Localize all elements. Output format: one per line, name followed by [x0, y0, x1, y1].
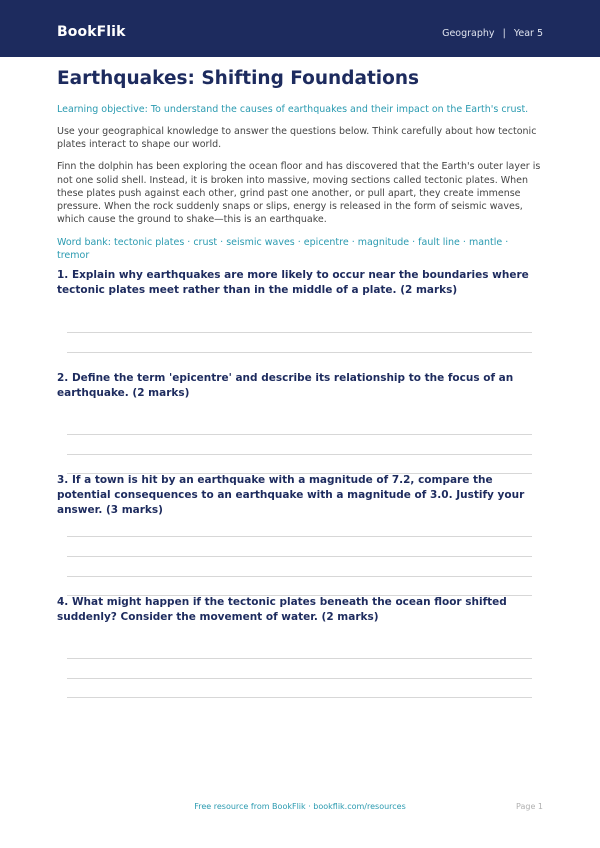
learning-objective: Learning objective: To understand the causes of earthquakes and their impact on the Earth's crust. — [57, 104, 529, 115]
answer-line[interactable] — [67, 536, 532, 537]
reading-passage: Finn the dolphin has been exploring the ocean floor and has discovered that the Earth's outer layer is not one solid shell. Instead, it is broken into massive, moving sections called tectonic plates. When these plates push against each other, grind past one another, or pull apart, they create immense pressure. When the rock suddenly snaps or slips, energy is released in the form of seismic waves, which cause the ground to shake—this is an earthquake. — [57, 161, 541, 226]
answer-line[interactable] — [67, 556, 532, 557]
question-4 — [57, 595, 543, 625]
page-number: Page 1 — [516, 802, 543, 811]
question-1 — [57, 268, 543, 298]
answer-line[interactable] — [67, 352, 532, 353]
header-bar — [0, 0, 600, 57]
subject-year-label — [442, 28, 543, 39]
answer-line[interactable] — [67, 697, 532, 698]
answer-line[interactable] — [67, 454, 532, 455]
brand-logo[interactable]: BookFlik — [57, 24, 126, 40]
answer-line[interactable] — [67, 332, 532, 333]
meta-separator: | — [502, 28, 506, 39]
question-text: 2. Define the term 'epicentre' and describe its relationship to the focus of an earthquake. (2 marks) — [57, 372, 514, 400]
question-2 — [57, 371, 543, 401]
worksheet-intro — [57, 64, 543, 262]
footer-resource-link[interactable]: Free resource from BookFlik · bookflik.com/resources — [194, 802, 406, 811]
question-text: 1. Explain why earthquakes are more likely to occur near the boundaries where tectonic plates meet rather than in the middle of a plate. (2 marks) — [57, 269, 529, 297]
year-label: Year 5 — [513, 28, 543, 39]
instructions: Use your geographical knowledge to answer the questions below. Think carefully about how tectonic plates interact to shape our world. — [57, 126, 537, 151]
subject-label: Geography — [442, 28, 495, 39]
answer-line[interactable] — [67, 576, 532, 577]
question-3 — [57, 473, 543, 519]
page-title: Earthquakes: Shifting Foundations — [57, 68, 420, 89]
answer-line[interactable] — [67, 678, 532, 679]
answer-line[interactable] — [67, 658, 532, 659]
question-text: 3. If a town is hit by an earthquake with a magnitude of 7.2, compare the potential consequences to an earthquake with a magnitude of 3.0. Justify your answer. (3 marks) — [57, 474, 525, 517]
word-bank: Word bank: tectonic plates · crust · seismic waves · epicentre · magnitude · fault line · mantle · tremor — [57, 237, 509, 262]
answer-line[interactable] — [67, 434, 532, 435]
question-text: 4. What might happen if the tectonic plates beneath the ocean floor shifted suddenly? Consider the movement of water. (2 marks) — [57, 596, 507, 624]
